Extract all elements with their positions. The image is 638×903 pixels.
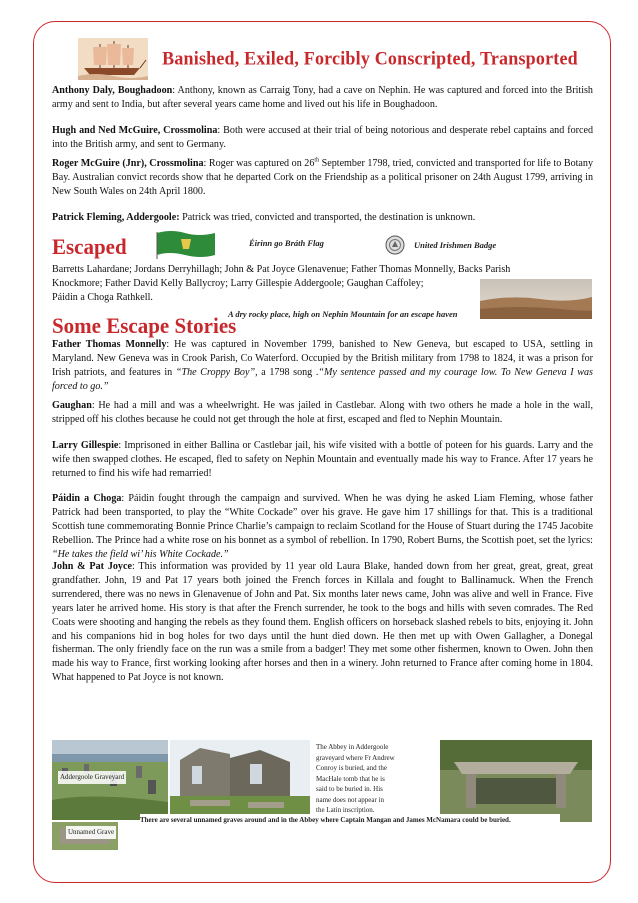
abbey-ruins-photo xyxy=(170,740,310,818)
nephin-mountain-image xyxy=(480,279,592,319)
story-john-pat-joyce: John & Pat Joyce: This information was provided by 11 year old Laura Blake, handed down from her great, great, great, great grandfather. John, 19 and Pat 17 years both joined the French forces in Killala and fought to Ballinamuck. When the French surrendered, there was no news in Glenavenue of John and Pat. Six months later news came, John was alive and well in France. Five years later he arrived home. His story is that after the French surrender, he took to the bogs and hills with seven comrades. The Red Coats were shooting and hanging the rebels as they found them. English officers on horseback slashed rebels to bits, enjoying it. John and his companions hid in bog holes for two days until the hunt died down. He then met up with Owen Gallagher, a Donegal fisherman. The only friendly face on the run was a smile from a badger! They met some other fishermen, known to Owen. John then made his way to France, first working looking after horses and then in a winery. John returned to France after coming home in 1804. What happened to Pat Joyce is not known. xyxy=(52,561,594,684)
entry-patrick-fleming: Patrick Fleming, Addergoole: Patrick was tried, convicted and transported, the destination is unknown. xyxy=(52,212,476,223)
abbey-caption-line: MacHale tomb that he is xyxy=(316,774,385,783)
stories-heading: Some Escape Stories xyxy=(52,313,237,339)
abbey-caption-line: Conroy is buried, and the xyxy=(316,764,387,772)
story-larry-gillespie: Larry Gillespie: Imprisoned in either Ballina or Castlebar jail, his wife visited with a bottle of poteen for his guards. Larry and the wife then swapped clothes. He escaped, fled to safety on Nephin Mountain and eventually made his way to France. After 17 years he returned to find his wife had remarried! xyxy=(52,440,593,479)
escaped-heading: Escaped xyxy=(52,234,127,260)
abbey-caption-line: name does not appear in xyxy=(316,795,385,804)
abbey-caption-line: said to be buried in. His xyxy=(316,785,383,793)
abbey-caption-line: The Abbey in Addergoole xyxy=(316,743,389,751)
united-irishmen-badge-image xyxy=(385,235,405,255)
story-paidin-a-choga: Páidin a Choga: Páidin fought through the campaign and survived. When he was dying he asked Liam Fleming, whose father Patrick had been transported, to play the “White Cockade” over his grave. He gave him 17 shillings for that. This is a traditional Scottish tune commemorating Bonnie Prince Charlie’s campaign to reclaim Scotland for the House of Stuart during the 1745 Jacobite Rebellion. The Prince had a white rose on his bonnet as a symbol of rebellion. In 1790, Robert Burns, the Scottish poet, set the lyrics: “He takes the field wi’ his White Cockade.” xyxy=(52,493,593,560)
escaped-names-line1: Barretts Lahardane; Jordans Derryhillagh; John & Pat Joyce Glenavenue; Father Thomas Monnelly, Backs Parish xyxy=(52,264,511,275)
escaped-names-line3: Páidin a Choga Rathkell. xyxy=(52,292,153,303)
abbey-caption-column xyxy=(316,742,438,816)
graveyard-caption: Addergoole Graveyard xyxy=(58,771,126,784)
entry-anthony-daly: Anthony Daly, Boughadoon: Anthony, known as Carraig Tony, had a cave on Nephin. He was captured and forced into the British army and sent to India, but after several years came home and lived out his life in Boughadoon. xyxy=(52,85,593,110)
escaped-names-line2: Knockmore; Father David Kelly Ballycroy; Larry Gillespie Addergoole; Gaughan Caffoley; xyxy=(52,278,424,289)
erin-go-bragh-flag-image xyxy=(155,229,217,259)
entry-hugh-ned-mcguire: Hugh and Ned McGuire, Crossmolina: Both were accused at their trial of being notorious and desperate rebel captains and forced into the British army, and sent to Germany. xyxy=(52,125,593,150)
ship-illustration xyxy=(78,38,148,80)
entry-roger-mcguire: Roger McGuire (Jnr), Crossmolina: Roger was captured on 26th September 1798, tried, convicted and transported for life to Botany Bay. Australian convict records show that he departed Cork on the Friendship as a political prisoner on 24th August 1799, arriving in New South Wales on 24th April 1800. xyxy=(52,157,594,197)
macHale-tomb-photo xyxy=(440,740,592,822)
abbey-caption-line: the Latin inscription. xyxy=(316,806,375,814)
unnamed-grave-caption: Unnamed Grave xyxy=(66,826,116,839)
abbey-caption-line: graveyard where Fr Andrew xyxy=(316,753,395,762)
bottom-caption: There are several unnamed graves around and in the Abbey where Captain Mangan and James McNamara could be buried. xyxy=(140,814,560,827)
flag-caption: Éirinn go Bráth Flag xyxy=(249,238,324,248)
badge-caption: United Irishmen Badge xyxy=(414,240,497,250)
story-gaughan: Gaughan: He had a mill and was a wheelwright. He was jailed in Castlebar. Along with two others he made a hole in the wall, stripped off his clothes because he could not get through the hole at first, escaped and fled to Nephin Mountain. xyxy=(52,400,593,425)
page-title: Banished, Exiled, Forcibly Conscripted, Transported xyxy=(162,47,578,69)
story-thomas-monnelly: Father Thomas Monnelly: He was captured in November 1799, banished to New Geneva, but escaped to USA, settling in Maryland. New Geneva was in Crook Parish, Co Waterford. Occupied by the British military from 1798 to 1824, it was a prison for Irish patriots, and features in “The Croppy Boy”, a 1798 song .“My sentence passed and my courage low. To New Geneva I was forced to go.” xyxy=(52,339,593,392)
mountain-caption: A dry rocky place, high on Nephin Mountain for an escape haven xyxy=(228,309,458,319)
